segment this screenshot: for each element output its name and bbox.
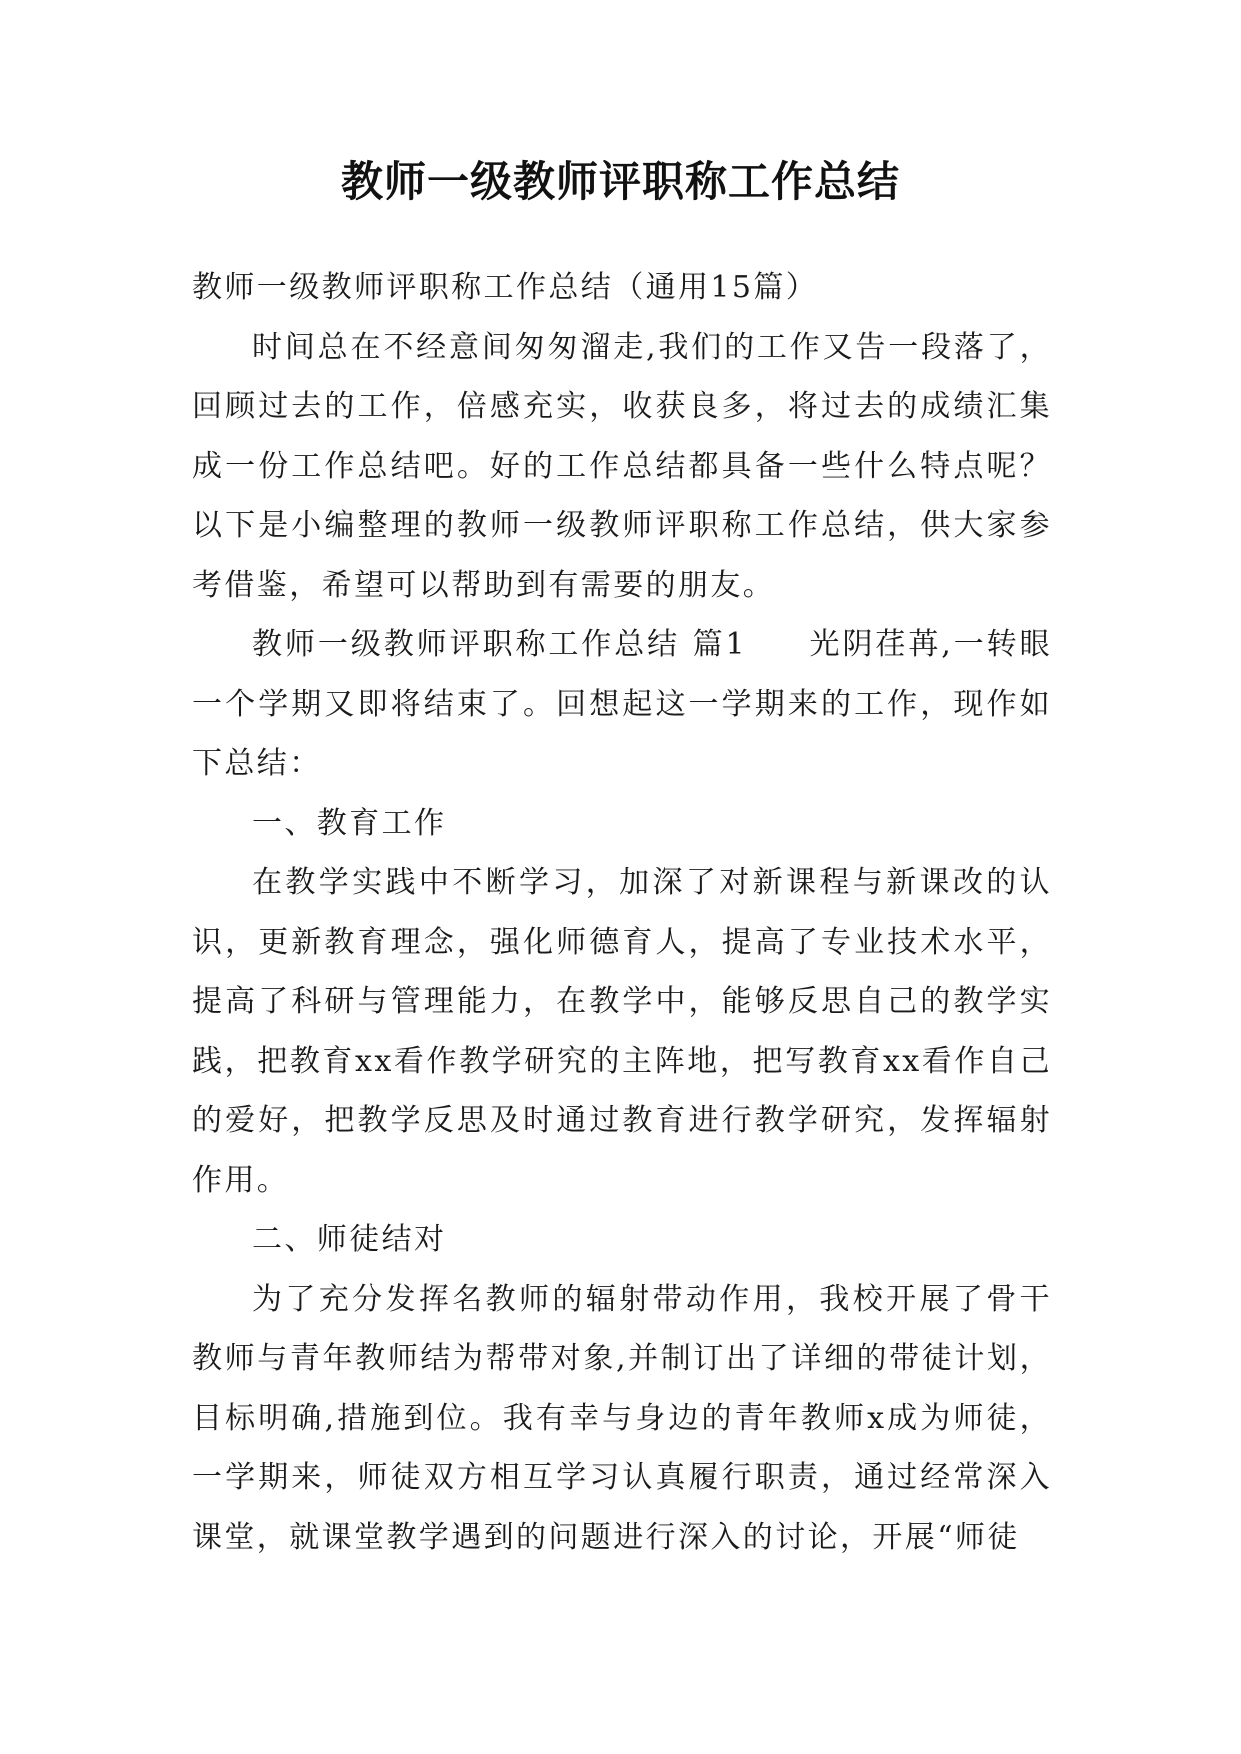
education-work-paragraph: 在教学实践中不断学习，加深了对新课程与新课改的认识，更新教育理念，强化师德育人，提高了专业技术水平，提高了科研与管理能力，在教学中，能够反思自己的教学实践，把教育xx看作教学研究的主阵地，把写教育xx看作自己的爱好，把教学反思及时通过教育进行教学研究，发挥辐射作用。 xyxy=(192,865,1052,1198)
mentoring-paragraph: 为了充分发挥名教师的辐射带动作用，我校开展了骨干教师与青年教师结为帮带对象,并制订出了详细的带徒计划，目标明确,措施到位。我有幸与身边的青年教师x成为师徒，一学期来，师徒双方相互学习认真履行职责，通过经常深入课堂，就课堂教学遇到的问题进行深入的讨论，开展“师徒 xyxy=(192,1281,1052,1555)
section-1-text: 光阴荏苒,一转眼一个学期又即将结束了。回想起这一学期来的工作，现作如下总结： xyxy=(192,627,1052,781)
document-subtitle: 教师一级教师评职称工作总结（通用15篇） xyxy=(192,270,819,305)
intro-paragraph: 时间总在不经意间匆匆溜走,我们的工作又告一段落了，回顾过去的工作，倍感充实，收获良多，将过去的成绩汇集成一份工作总结吧。好的工作总结都具备一些什么特点呢？以下是小编整理的教师一级教师评职称工作总结，供大家参考借鉴，希望可以帮助到有需要的朋友。 xyxy=(192,329,1052,603)
document-body xyxy=(192,258,1052,1567)
section-1-paragraph xyxy=(192,615,1052,794)
section-1-heading: 教师一级教师评职称工作总结 篇1 xyxy=(252,627,747,662)
heading-education-work: 一、教育工作 xyxy=(252,805,447,841)
heading-mentoring: 二、师徒结对 xyxy=(252,1222,447,1257)
document-title: 教师一级教师评职称工作总结 xyxy=(340,157,900,206)
